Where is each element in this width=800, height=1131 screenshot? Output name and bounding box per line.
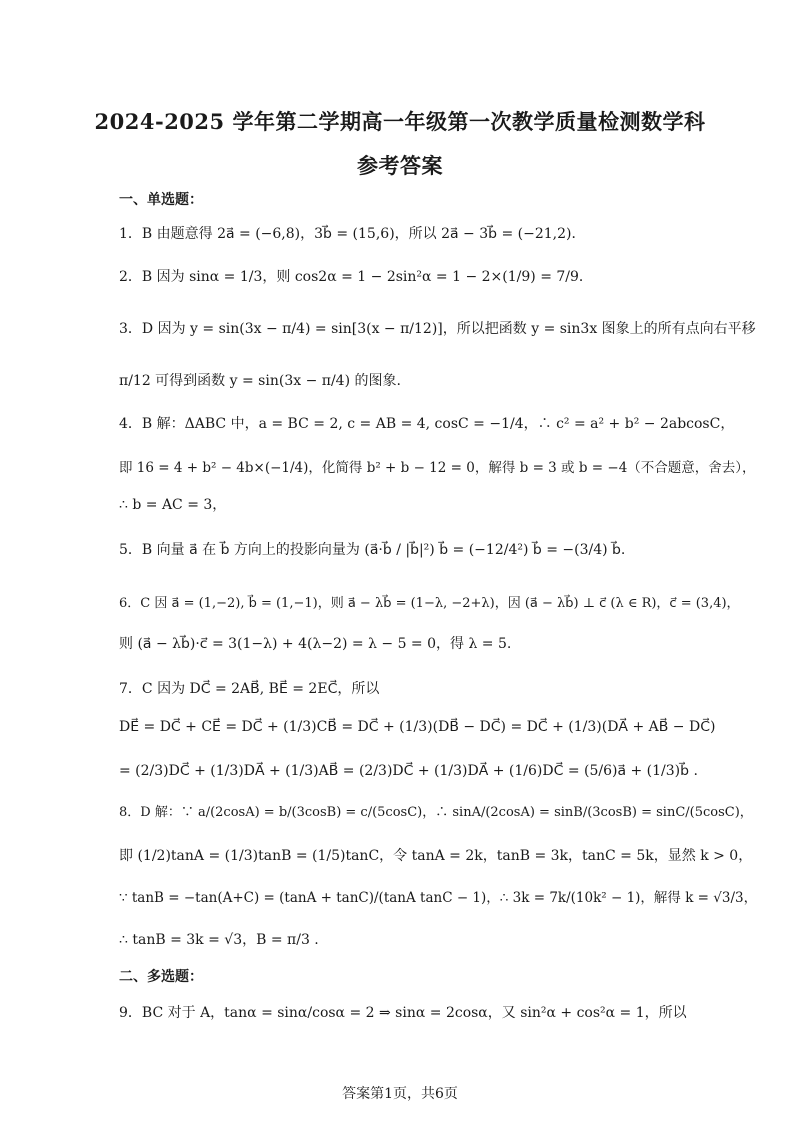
- answer-q6-line2: 则 (a⃗ − λb⃗)·c⃗ = 3(1−λ) + 4(λ−2) = λ − 5 = 0，得 λ = 5.: [119, 636, 512, 652]
- answer-q8-line3: ∵ tanB = −tan(A+C) = (tanA + tanC)/(tanA tanC − 1)，∴ 3k = 7k/(10k² − 1)，解得 k = √3/3，: [119, 890, 758, 906]
- answer-q8-line2: 即 (1/2)tanA = (1/3)tanB = (1/5)tanC，令 tanA = 2k，tanB = 3k，tanC = 5k，显然 k > 0，: [119, 848, 753, 864]
- answer-q1: 1．B 由题意得 2a⃗ = (−6,8)，3b⃗ = (15,6)，所以 2a⃗ − 3b⃗ = (−21,2)．: [119, 226, 586, 242]
- answer-q6-line1: 6．C 因 a⃗ = (1,−2), b⃗ = (1,−1)，则 a⃗ − λb⃗ = (1−λ, −2+λ)，因 (a⃗ − λb⃗) ⊥ c⃗ (λ ∈ R)，c⃗ = (3,4)，: [119, 596, 740, 611]
- answer-q8-line1: 8．D 解：∵ a/(2cosA) = b/(3cosB) = c/(5cosC)，∴ sinA/(2cosA) = sinB/(3cosB) = sinC/(5cosC)，: [119, 805, 753, 820]
- answer-q2: 2．B 因为 sinα = 1/3，则 cos2α = 1 − 2sin²α = 1 − 2×(1/9) = 7/9．: [119, 269, 593, 285]
- answer-q7-line2: DE⃗ = DC⃗ + CE⃗ = DC⃗ + (1/3)CB⃗ = DC⃗ + (1/3)(DB⃗ − DC⃗) = DC⃗ + (1/3)(DA⃗ + AB⃗ − DC⃗): [119, 719, 716, 735]
- answer-q9: 9．BC 对于 A，tanα = sinα/cosα = 2 ⇒ sinα = 2cosα，又 sin²α + cos²α = 1，所以: [119, 1005, 687, 1021]
- document-subtitle: 参考答案: [357, 153, 443, 178]
- answer-q3-line2: π/12 可得到函数 y = sin(3x − π/4) 的图象.: [119, 373, 401, 389]
- section-multiple-choice: 二、多选题：: [119, 969, 203, 985]
- answer-q5: 5．B 向量 a⃗ 在 b⃗ 方向上的投影向量为 (a⃗·b⃗ / |b⃗|²) b⃗ = (−12/4²) b⃗ = −(3/4) b⃗.: [119, 542, 626, 558]
- page-footer: 答案第1页，共6页: [342, 1086, 458, 1102]
- answer-q4-line3: ∴ b = AC = 3，: [119, 497, 227, 513]
- answer-q7-line1: 7．C 因为 DC⃗ = 2AB⃗, BE⃗ = 2EC⃗，所以: [119, 681, 380, 697]
- answer-q4-line2: 即 16 = 4 + b² − 4b×(−1/4)，化简得 b² + b − 12 = 0，解得 b = 3 或 b = −4（不合题意，舍去），: [119, 460, 756, 476]
- answer-q3-line1: 3．D 因为 y = sin(3x − π/4) = sin[3(x − π/12)]，所以把函数 y = sin3x 图象上的所有点向右平移: [119, 321, 756, 337]
- answer-q7-line3: = (2/3)DC⃗ + (1/3)DA⃗ + (1/3)AB⃗ = (2/3)DC⃗ + (1/3)DA⃗ + (1/6)DC⃗ = (5/6)a⃗ + (1/3)b⃗ .: [119, 763, 698, 779]
- answer-q8-line4: ∴ tanB = 3k = √3，B = π/3 .: [119, 932, 319, 948]
- section-single-choice: 一、单选题：: [119, 192, 203, 208]
- answer-q4-line1: 4．B 解：ΔABC 中，a = BC = 2, c = AB = 4, cosC = −1/4，∴ c² = a² + b² − 2abcosC，: [119, 416, 735, 432]
- document-title: 2024-2025 学年第二学期高一年级第一次教学质量检测数学科: [94, 109, 706, 134]
